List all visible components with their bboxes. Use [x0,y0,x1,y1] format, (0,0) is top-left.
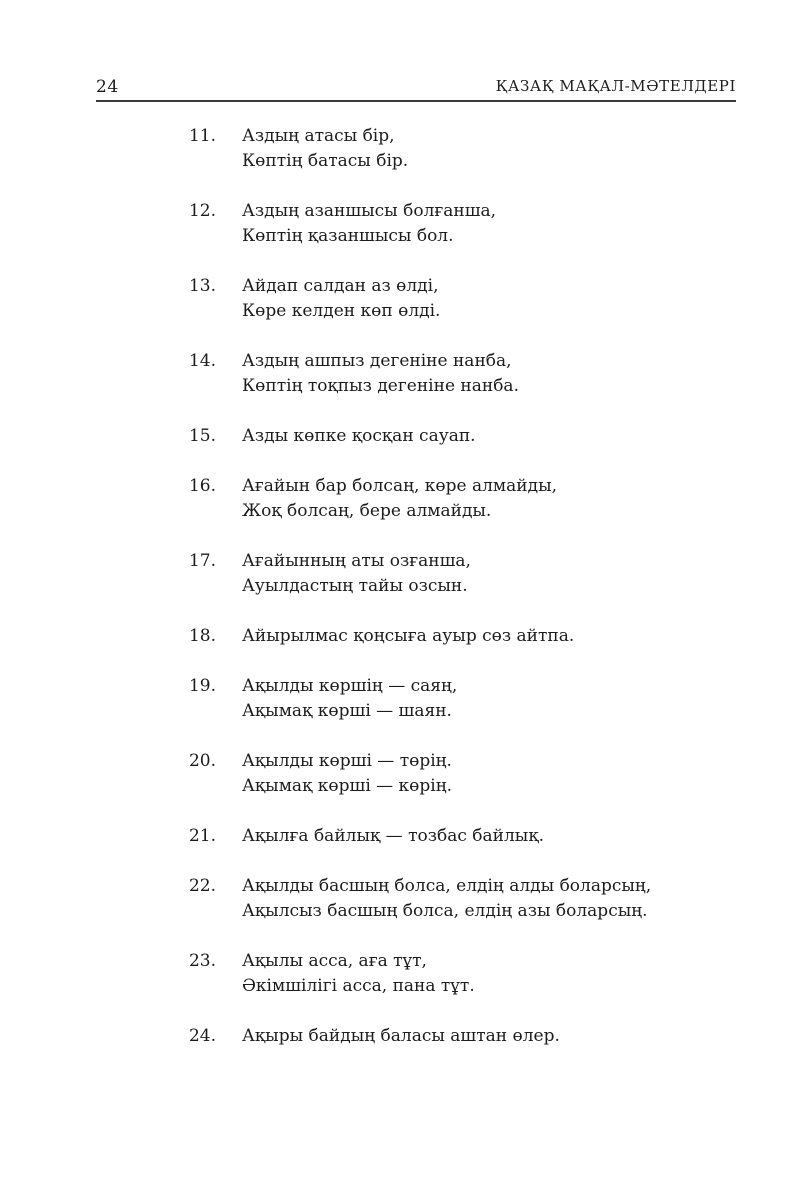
proverb-line: Көптің қазаншысы бол. [242,226,454,246]
proverb-line: Ақылы асса, аға тұт, [242,951,427,971]
proverb-text [242,874,738,924]
proverb-item [178,749,738,799]
proverb-line: Ақылға байлық — тозбас байлық. [242,826,545,846]
proverb-line: Ағайын бар болсаң, көре алмайды, [242,476,558,496]
proverb-number: 17. [188,551,216,571]
proverb-number: 12. [188,201,216,221]
proverb-text [242,674,738,724]
proverb-item [178,824,738,849]
proverb-item [178,1024,738,1049]
proverb-number: 15. [188,426,216,446]
proverb-line: Көре келден көп өлді. [242,301,441,321]
proverb-text [242,949,738,999]
proverb-text [242,199,738,249]
running-title: ҚАЗАҚ МАҚАЛ-МӘТЕЛДЕРІ [495,77,736,95]
proverb-item [178,624,738,649]
proverb-number: 14. [188,351,216,371]
proverb-number: 13. [188,276,216,296]
proverb-line: Ақылсыз басшың болса, елдің азы боларсың. [242,901,648,921]
proverb-number: 19. [188,676,216,696]
proverb-item [178,549,738,599]
proverb-line: Аздың азаншысы болғанша, [242,201,497,221]
proverb-text [242,1024,738,1049]
proverb-number: 18. [188,626,216,646]
proverb-text [242,349,738,399]
proverb-line: Айдап салдан аз өлді, [242,276,439,296]
proverb-line: Ақылды көрші — төрің. [242,751,452,771]
proverb-item [178,874,738,924]
proverb-item [178,949,738,999]
proverb-line: Аздың ашпыз дегеніне нанба, [242,351,512,371]
proverb-line: Ақылды басшың болса, елдің алды боларсың, [242,876,652,896]
proverb-text [242,474,738,524]
proverb-text [242,824,738,849]
proverb-item [178,199,738,249]
proverb-line: Ақымақ көрші — шаян. [242,701,452,721]
proverb-item [178,424,738,449]
proverb-text [242,124,738,174]
proverb-number: 20. [188,751,216,771]
proverb-line: Көптің батасы бір. [242,151,409,171]
proverb-line: Әкімшілігі асса, пана тұт. [242,976,475,996]
proverb-item [178,474,738,524]
proverb-line: Ақымақ көрші — көрің. [242,776,453,796]
proverb-line: Ақыры байдың баласы аштан өлер. [242,1026,560,1046]
proverb-item [178,124,738,174]
proverb-line: Ағайынның аты озғанша, [242,551,471,571]
proverb-text [242,549,738,599]
proverb-text [242,424,738,449]
page-number: 24 [96,77,119,97]
proverb-text [242,624,738,649]
page-header [96,72,736,102]
proverb-line: Жоқ болсаң, бере алмайды. [242,501,492,521]
proverb-item [178,274,738,324]
proverb-line: Айырылмас қоңсыға ауыр сөз айтпа. [242,626,575,646]
proverb-text [242,749,738,799]
proverb-text [242,274,738,324]
proverb-line: Ауылдастың тайы озсын. [242,576,468,596]
proverb-list [178,124,738,1074]
proverb-item [178,349,738,399]
proverb-line: Аздың атасы бір, [242,126,395,146]
proverb-number: 24. [188,1026,216,1046]
proverb-number: 22. [188,876,216,896]
proverb-number: 23. [188,951,216,971]
proverb-item [178,674,738,724]
proverb-number: 16. [188,476,216,496]
proverb-number: 11. [188,126,216,146]
proverb-line: Азды көпке қосқан сауап. [242,426,476,446]
proverb-line: Көптің тоқпыз дегеніне нанба. [242,376,519,396]
proverb-line: Ақылды көршің — саяң, [242,676,458,696]
proverb-number: 21. [188,826,216,846]
